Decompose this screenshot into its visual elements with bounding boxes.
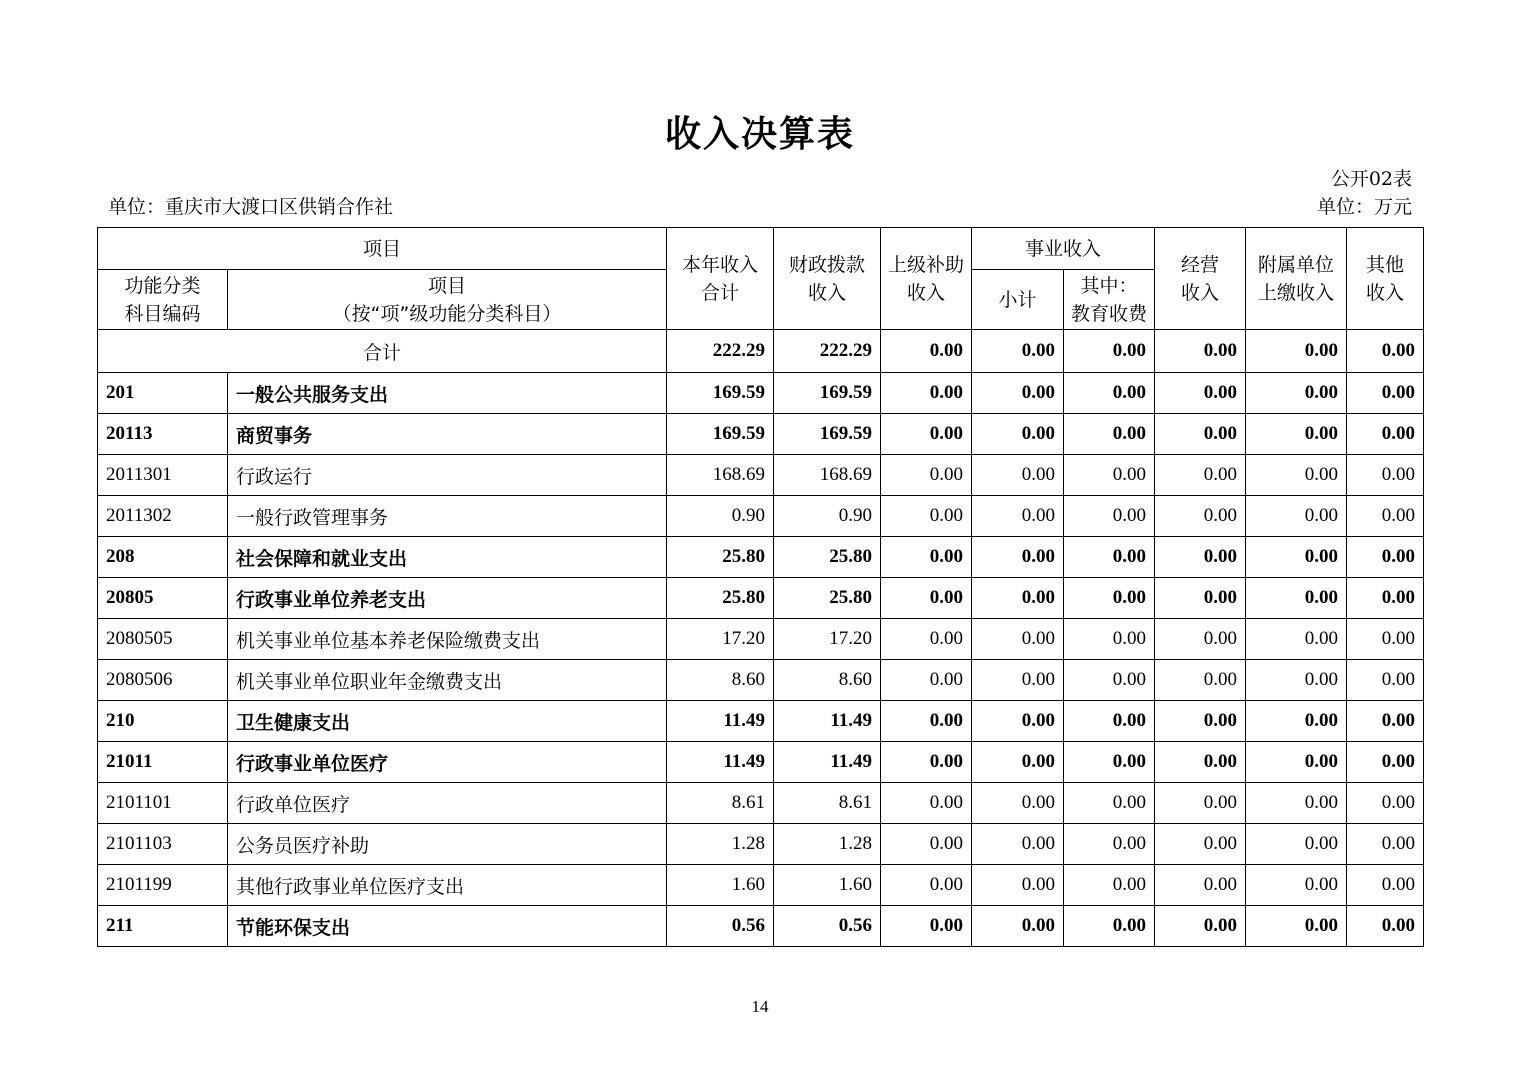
row-value: 0.56 [667,906,774,947]
header-other: 其他 收入 [1347,228,1424,330]
table-row [98,619,1424,660]
row-value: 169.59 [667,373,774,414]
row-value: 0.00 [1064,537,1155,578]
row-value: 0.00 [972,906,1064,947]
row-value: 25.80 [667,578,774,619]
header-code: 功能分类 科目编码 [98,270,228,330]
row-value: 0.90 [667,496,774,537]
row-value: 0.00 [972,660,1064,701]
row-value: 0.00 [972,619,1064,660]
row-name: 节能环保支出 [228,906,667,947]
row-value: 0.00 [1347,783,1424,824]
row-value: 0.00 [972,496,1064,537]
row-value: 0.00 [972,455,1064,496]
row-value: 0.00 [1347,701,1424,742]
table-row [98,373,1424,414]
row-value: 0.00 [1064,824,1155,865]
row-value: 0.00 [881,619,972,660]
total-value: 0.00 [972,330,1064,373]
header-affiliated: 附属单位 上缴收入 [1246,228,1347,330]
row-value: 0.00 [1246,701,1347,742]
row-value: 168.69 [774,455,881,496]
row-value: 0.00 [881,824,972,865]
row-value: 0.00 [1155,496,1246,537]
row-name: 卫生健康支出 [228,701,667,742]
row-value: 0.00 [881,455,972,496]
row-value: 0.00 [1064,660,1155,701]
table-row [98,783,1424,824]
row-value: 0.00 [881,783,972,824]
table-row [98,496,1424,537]
total-row [98,330,1424,373]
row-value: 0.00 [1155,373,1246,414]
row-name: 一般公共服务支出 [228,373,667,414]
row-value: 25.80 [774,537,881,578]
row-value: 0.00 [881,742,972,783]
table-row [98,824,1424,865]
row-value: 11.49 [667,701,774,742]
row-value: 8.61 [667,783,774,824]
row-value: 0.00 [881,660,972,701]
row-value: 0.00 [881,906,972,947]
total-value: 0.00 [1064,330,1155,373]
row-value: 11.49 [774,742,881,783]
row-name: 一般行政管理事务 [228,496,667,537]
row-code: 20113 [98,414,228,455]
row-value: 0.00 [1246,537,1347,578]
row-value: 0.00 [972,783,1064,824]
row-value: 25.80 [667,537,774,578]
header-project-group: 项目 [98,228,667,270]
row-value: 0.00 [1246,906,1347,947]
row-name: 行政事业单位医疗 [228,742,667,783]
row-value: 0.00 [972,742,1064,783]
total-label: 合计 [98,330,667,373]
income-table [97,227,1424,947]
row-name: 机关事业单位职业年金缴费支出 [228,660,667,701]
row-name: 行政运行 [228,455,667,496]
row-value: 0.00 [881,578,972,619]
row-value: 0.00 [1064,414,1155,455]
row-value: 0.00 [1246,455,1347,496]
row-value: 0.00 [1347,865,1424,906]
row-name: 商贸事务 [228,414,667,455]
row-value: 0.00 [1347,578,1424,619]
row-value: 0.00 [1246,742,1347,783]
row-value: 0.00 [881,373,972,414]
total-value: 0.00 [1347,330,1424,373]
row-name: 机关事业单位基本养老保险缴费支出 [228,619,667,660]
row-value: 11.49 [667,742,774,783]
row-value: 0.00 [1155,537,1246,578]
row-value: 8.60 [774,660,881,701]
row-value: 0.00 [972,865,1064,906]
row-value: 0.00 [972,578,1064,619]
header-business-income: 事业收入 [972,228,1155,270]
row-code: 2080506 [98,660,228,701]
row-value: 0.00 [881,537,972,578]
row-value: 0.00 [1155,414,1246,455]
row-value: 0.00 [972,537,1064,578]
row-value: 0.00 [1246,578,1347,619]
row-value: 0.00 [1064,701,1155,742]
row-code: 2011302 [98,496,228,537]
row-value: 0.00 [1347,455,1424,496]
row-value: 0.00 [1347,742,1424,783]
row-name: 社会保障和就业支出 [228,537,667,578]
row-value: 8.61 [774,783,881,824]
row-value: 0.00 [1347,660,1424,701]
row-value: 0.00 [1246,496,1347,537]
row-value: 0.00 [1155,742,1246,783]
row-name: 行政单位医疗 [228,783,667,824]
total-value: 0.00 [1246,330,1347,373]
header-superior-subsidy: 上级补助 收入 [881,228,972,330]
row-value: 0.00 [972,414,1064,455]
header-total-income: 本年收入 合计 [667,228,774,330]
row-value: 0.00 [881,701,972,742]
table-row [98,414,1424,455]
row-value: 11.49 [774,701,881,742]
row-value: 0.00 [972,373,1064,414]
row-value: 0.00 [881,414,972,455]
row-value: 0.00 [1155,619,1246,660]
table-row [98,742,1424,783]
row-value: 1.60 [667,865,774,906]
row-value: 0.00 [1246,783,1347,824]
row-code: 2101101 [98,783,228,824]
unit-currency: 单位：万元 [1316,196,1412,218]
total-value: 0.00 [881,330,972,373]
row-value: 0.00 [1064,783,1155,824]
header-name: 项目 （按“项”级功能分类科目） [228,270,667,330]
row-value: 169.59 [774,373,881,414]
row-value: 1.60 [774,865,881,906]
row-code: 2101199 [98,865,228,906]
row-value: 0.00 [1246,660,1347,701]
form-number: 公开02表 [1330,168,1412,190]
row-value: 17.20 [774,619,881,660]
row-value: 0.00 [1155,906,1246,947]
row-code: 210 [98,701,228,742]
row-code: 2101103 [98,824,228,865]
row-value: 0.00 [1064,742,1155,783]
row-value: 168.69 [667,455,774,496]
row-code: 211 [98,906,228,947]
row-value: 25.80 [774,578,881,619]
row-value: 0.00 [1246,414,1347,455]
row-code: 21011 [98,742,228,783]
row-value: 17.20 [667,619,774,660]
row-value: 0.00 [1064,496,1155,537]
header-operating: 经营 收入 [1155,228,1246,330]
row-value: 0.00 [1155,824,1246,865]
row-value: 0.00 [1246,619,1347,660]
row-value: 0.00 [1064,455,1155,496]
page-title: 收入决算表 [664,114,855,155]
row-name: 公务员医疗补助 [228,824,667,865]
row-code: 20805 [98,578,228,619]
total-value: 0.00 [1155,330,1246,373]
row-value: 0.00 [1155,578,1246,619]
row-value: 0.00 [1155,660,1246,701]
row-value: 8.60 [667,660,774,701]
row-value: 0.00 [1347,906,1424,947]
row-value: 0.00 [1347,373,1424,414]
row-value: 0.00 [1347,496,1424,537]
table-row [98,578,1424,619]
header-fiscal: 财政拨款 收入 [774,228,881,330]
row-value: 0.90 [774,496,881,537]
row-code: 2080505 [98,619,228,660]
row-value: 169.59 [667,414,774,455]
table-row [98,537,1424,578]
row-name: 行政事业单位养老支出 [228,578,667,619]
total-value: 222.29 [667,330,774,373]
row-value: 0.00 [1155,783,1246,824]
unit-organization: 单位：重庆市大渡口区供销合作社 [108,196,394,218]
row-value: 0.00 [1347,414,1424,455]
row-value: 0.00 [1246,373,1347,414]
table-row [98,660,1424,701]
row-value: 1.28 [774,824,881,865]
row-value: 0.00 [1064,906,1155,947]
row-value: 0.00 [972,824,1064,865]
row-code: 2011301 [98,455,228,496]
row-value: 0.00 [1246,824,1347,865]
row-value: 0.00 [1064,578,1155,619]
row-value: 0.00 [1347,824,1424,865]
row-value: 0.00 [1246,865,1347,906]
row-value: 0.56 [774,906,881,947]
row-code: 201 [98,373,228,414]
row-value: 0.00 [1347,619,1424,660]
row-value: 0.00 [1155,455,1246,496]
row-value: 1.28 [667,824,774,865]
row-value: 169.59 [774,414,881,455]
row-code: 208 [98,537,228,578]
table-row [98,865,1424,906]
row-value: 0.00 [1347,537,1424,578]
total-value: 222.29 [774,330,881,373]
table-row [98,455,1424,496]
header-education-fee: 其中： 教育收费 [1064,270,1155,330]
row-value: 0.00 [1064,373,1155,414]
row-value: 0.00 [1064,619,1155,660]
table-row [98,701,1424,742]
table-row [98,906,1424,947]
row-name: 其他行政事业单位医疗支出 [228,865,667,906]
row-value: 0.00 [881,865,972,906]
header-subtotal: 小计 [972,270,1064,330]
page-number: 14 [751,997,769,1016]
row-value: 0.00 [1064,865,1155,906]
row-value: 0.00 [881,496,972,537]
row-value: 0.00 [1155,701,1246,742]
row-value: 0.00 [972,701,1064,742]
row-value: 0.00 [1155,865,1246,906]
